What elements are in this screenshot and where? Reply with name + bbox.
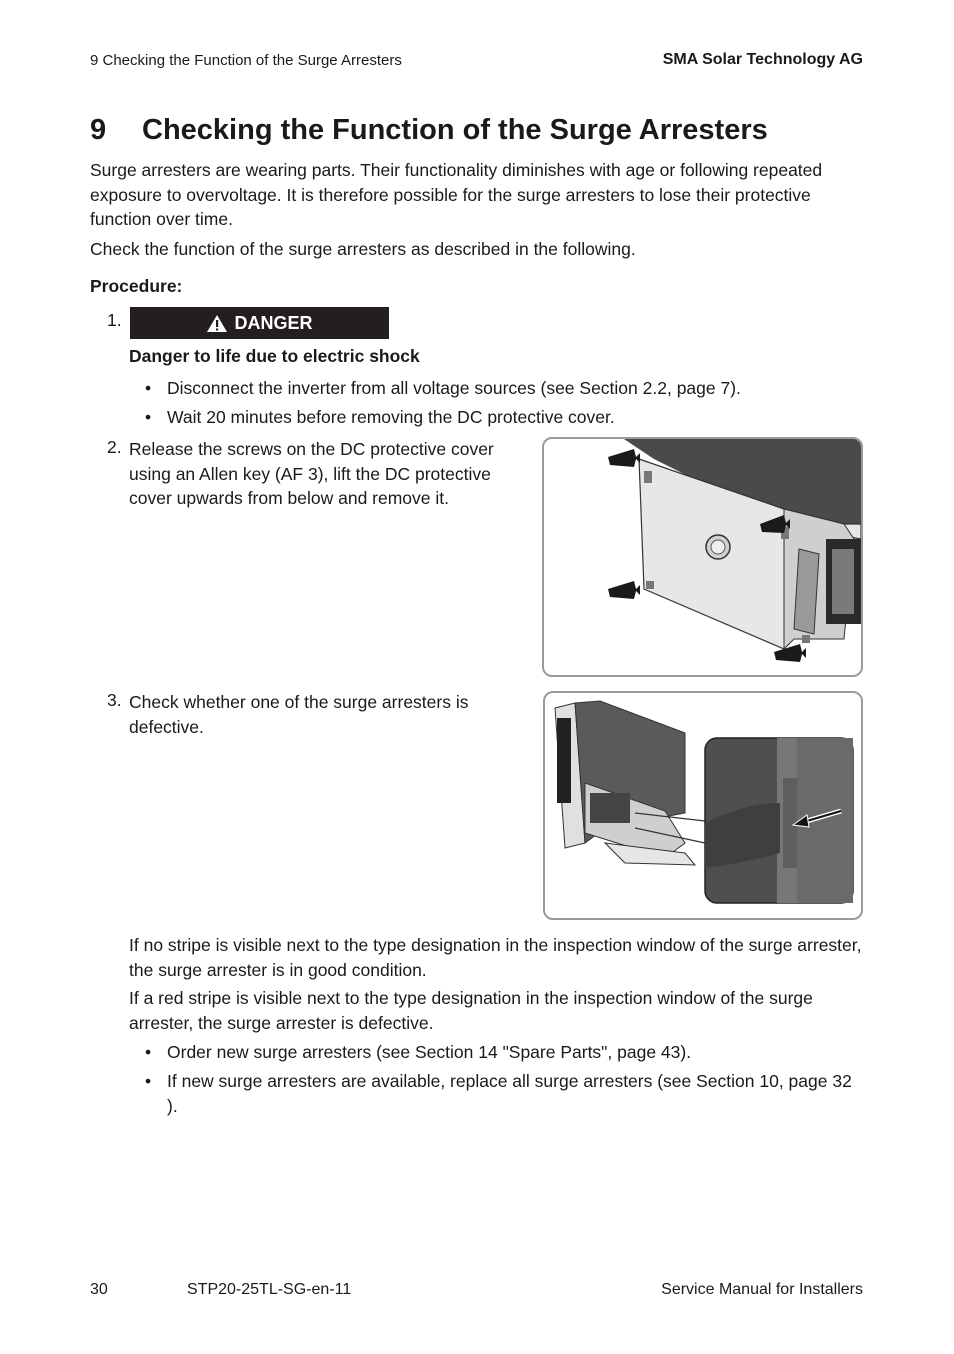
bullet-dot: • bbox=[145, 1042, 152, 1062]
dc-cover-removal-illustration bbox=[542, 437, 863, 677]
warning-triangle-icon bbox=[206, 314, 228, 333]
intro-paragraph-1: Surge arresters are wearing parts. Their functionality diminishes with age or following repeated exposure to overvoltage. It is therefore possible for the surge arresters to lose their protective function over time. bbox=[90, 160, 823, 229]
surge-arrester-inspection-illustration bbox=[543, 691, 863, 920]
bullet-dot: • bbox=[145, 378, 152, 398]
danger-label: DANGER bbox=[234, 312, 313, 333]
danger-bullet-1 bbox=[145, 376, 867, 401]
chapter-number: 9 bbox=[90, 114, 107, 146]
bullet-dot: • bbox=[145, 407, 152, 427]
step-2-number: 2. bbox=[107, 437, 122, 457]
danger-heading: Danger to life due to electric shock bbox=[129, 346, 420, 366]
danger-bullet-2-text: Wait 20 minutes before removing the DC protective cover. bbox=[167, 407, 615, 427]
danger-banner bbox=[130, 307, 389, 339]
document-id: STP20-25TL-SG-en-11 bbox=[187, 1281, 352, 1298]
page-number: 30 bbox=[90, 1281, 108, 1298]
running-header-company: SMA Solar Technology AG bbox=[662, 51, 863, 68]
step-3-text: Check whether one of the surge arresters is defective. bbox=[129, 692, 469, 737]
intro-paragraph-2: Check the function of the surge arresters as described in the following. bbox=[90, 239, 636, 259]
running-header-section: 9 Checking the Function of the Surge Arresters bbox=[90, 52, 402, 69]
action-bullet-2 bbox=[145, 1069, 867, 1118]
action-bullet-1 bbox=[145, 1040, 867, 1065]
step-2-text: Release the screws on the DC protective cover using an Allen key (AF 3), lift the DC protective cover upwards from below and remove it. bbox=[129, 439, 494, 508]
bullet-dot: • bbox=[145, 1071, 152, 1091]
result-ok-paragraph: If no stripe is visible next to the type designation in the inspection window of the surge arrester, the surge arrester is in good condition. bbox=[129, 935, 862, 980]
result-defect-paragraph: If a red stripe is visible next to the type designation in the inspection window of the surge arrester, the surge arrester is defective. bbox=[129, 988, 813, 1033]
danger-bullet-2 bbox=[145, 405, 867, 430]
action-bullet-1-text: Order new surge arresters (see Section 14 "Spare Parts", page 43). bbox=[167, 1042, 692, 1062]
action-bullet-2-text: If new surge arresters are available, replace all surge arresters (see Section 10, page 32 ). bbox=[167, 1071, 852, 1116]
step-3-number: 3. bbox=[107, 690, 122, 710]
chapter-title-text: Checking the Function of the Surge Arresters bbox=[142, 114, 768, 146]
procedure-label: Procedure: bbox=[90, 276, 183, 296]
step-1-number: 1. bbox=[107, 310, 122, 330]
chapter-title bbox=[90, 114, 768, 147]
danger-bullet-1-text: Disconnect the inverter from all voltage sources (see Section 2.2, page 7). bbox=[167, 378, 741, 398]
manual-title: Service Manual for Installers bbox=[661, 1281, 863, 1298]
